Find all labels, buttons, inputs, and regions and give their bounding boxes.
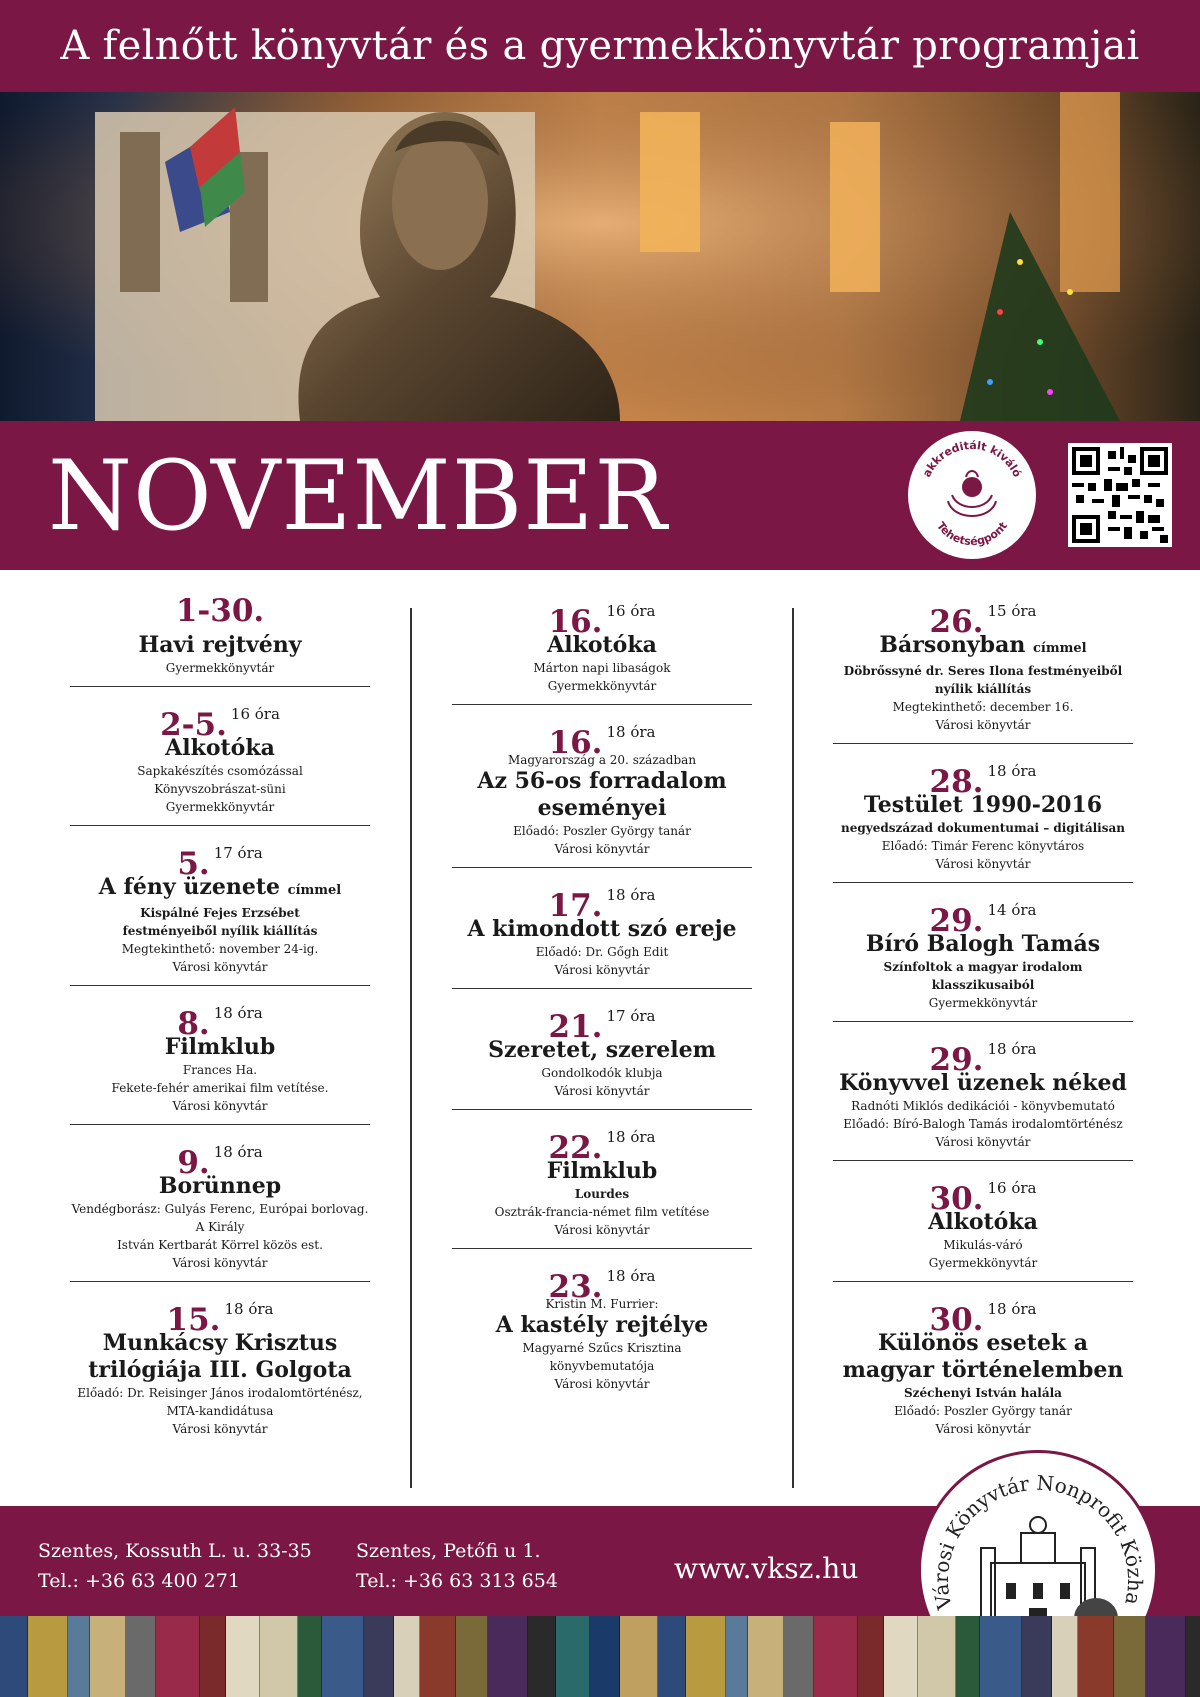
bookshelf-strip <box>0 1616 1200 1697</box>
event-title <box>70 1173 370 1200</box>
header-bar <box>0 0 1200 92</box>
event-item <box>70 830 370 986</box>
book-spine <box>420 1616 456 1697</box>
event-time: 16 óra <box>230 705 280 723</box>
event-detail: Megtekinthető: december 16. <box>892 700 1074 714</box>
event-item <box>833 1286 1133 1447</box>
event-detail-bold: Lourdes <box>574 1187 630 1201</box>
event-title <box>70 632 370 659</box>
event-title-text: Borünnep <box>158 1173 282 1199</box>
event-title <box>833 792 1133 819</box>
event-date: 30. <box>929 1181 984 1217</box>
event-item <box>452 1114 752 1249</box>
badge-top-text: akkreditált kiváló <box>920 438 1024 480</box>
book-spine <box>322 1616 364 1697</box>
book-spine <box>1078 1616 1114 1697</box>
book-spine <box>364 1616 394 1697</box>
event-title-text: Alkotóka <box>547 632 657 658</box>
event-header <box>452 594 752 640</box>
event-title-text: Szeretet, szerelem <box>488 1037 716 1063</box>
event-header <box>70 1135 370 1181</box>
event-title-text: Különös esetek a magyar történelemben <box>842 1330 1124 1383</box>
event-title-text: Alkotóka <box>165 735 275 761</box>
svg-text:Tehetségpont <box>934 520 1010 549</box>
book-spine <box>620 1616 658 1697</box>
event-detail: Városi könyvtár <box>172 1256 268 1270</box>
event-date: 26. <box>929 604 984 640</box>
event-item <box>833 588 1133 744</box>
event-title <box>833 632 1133 662</box>
book-spine <box>956 1616 980 1697</box>
event-title <box>833 1209 1133 1236</box>
event-title-text: A kastély rejtélye <box>495 1312 709 1338</box>
event-header <box>452 1120 752 1166</box>
event-title-text: Filmklub <box>164 1034 276 1060</box>
event-header <box>833 893 1133 939</box>
event-detail: Frances Ha. <box>182 1063 258 1077</box>
book-spine <box>748 1616 784 1697</box>
event-detail: Városi könyvtár <box>172 1099 268 1113</box>
event-header <box>833 594 1133 640</box>
event-detail: Radnóti Miklós dedikációi - könyvbemutató <box>851 1099 1115 1113</box>
book-spine <box>1146 1616 1186 1697</box>
event-detail: Előadó: Dr. Gőgh Edit <box>535 945 669 959</box>
event-header <box>833 1032 1133 1078</box>
event-detail-bold: Színfoltok a magyar irodalom klasszikusaiból <box>883 960 1083 992</box>
event-title <box>70 735 370 762</box>
book-spine <box>658 1616 686 1697</box>
book-spine <box>884 1616 918 1697</box>
event-detail-bold: Döbrőssyné dr. Seres Ilona festményeiből nyílik kiállítás <box>843 664 1123 696</box>
event-detail: Városi könyvtár <box>935 857 1031 871</box>
event-item <box>70 588 370 687</box>
book-spine <box>0 1616 28 1697</box>
events-column-3 <box>833 588 1133 1451</box>
event-title <box>833 1070 1133 1097</box>
event-time: 18 óra <box>224 1300 274 1318</box>
event-title-text: Bíró Balogh Tamás <box>865 931 1101 957</box>
event-date: 22. <box>548 1130 603 1166</box>
book-spine <box>298 1616 322 1697</box>
event-header <box>833 754 1133 800</box>
event-detail: Sapkakészítés csomózással <box>137 764 303 778</box>
book-spine <box>814 1616 858 1697</box>
event-title <box>70 1034 370 1061</box>
book-spine <box>456 1616 488 1697</box>
event-detail: Vendégborász: Gulyás Ferenc, Európai borlovag. A Király <box>71 1202 369 1234</box>
event-date: 8. <box>177 1006 210 1042</box>
event-time: 18 óra <box>606 723 656 741</box>
event-detail-bold: negyedszázad dokumentumai – digitálisan <box>841 821 1125 835</box>
event-title-suffix: címmel <box>287 883 342 898</box>
event-item <box>70 990 370 1125</box>
event-detail: Városi könyvtár <box>935 1135 1031 1149</box>
event-time: 16 óra <box>606 602 656 620</box>
event-detail: Gyermekkönyvtár <box>547 679 657 693</box>
column-divider <box>410 608 412 1488</box>
event-detail: Városi könyvtár <box>554 1223 650 1237</box>
book-spine <box>260 1616 298 1697</box>
event-time: 18 óra <box>606 1128 656 1146</box>
event-detail: Városi könyvtár <box>554 1084 650 1098</box>
event-detail: MTA-kandidátusa <box>166 1404 274 1418</box>
event-title <box>452 1158 752 1185</box>
book-spine <box>980 1616 1022 1697</box>
events-column-2 <box>452 588 752 1406</box>
event-item <box>452 872 752 989</box>
book-spine <box>726 1616 748 1697</box>
event-detail: Városi könyvtár <box>935 718 1031 732</box>
event-title-text: Munkácsy Krisztus trilógiája III. Golgota <box>88 1330 352 1383</box>
event-title-text: Filmklub <box>546 1158 658 1184</box>
book-spine <box>156 1616 200 1697</box>
svg-text:akkreditált kiváló <box>920 439 1024 480</box>
event-detail: Előadó: Dr. Reisinger János irodalomtörténész, <box>77 1386 363 1400</box>
book-spine <box>784 1616 814 1697</box>
event-detail: könyvbemutatója <box>549 1359 655 1373</box>
event-detail: Gyermekkönyvtár <box>165 800 275 814</box>
seal-text: Városi Könyvtár Nonprofit Közha <box>928 1470 1148 1612</box>
event-time: 16 óra <box>987 1179 1037 1197</box>
event-detail: Fekete-fehér amerikai film vetítése. <box>111 1081 329 1095</box>
event-detail: Mikulás-váró <box>943 1238 1023 1252</box>
event-detail: Előadó: Timár Ferenc könyvtáros <box>881 839 1085 853</box>
book-spine <box>528 1616 556 1697</box>
book-spine <box>1114 1616 1146 1697</box>
events-section <box>0 570 1200 1505</box>
event-date: 9. <box>177 1145 210 1181</box>
event-header <box>452 878 752 924</box>
event-header <box>452 999 752 1045</box>
event-title <box>452 632 752 659</box>
event-item <box>833 1026 1133 1161</box>
address-line: Szentes, Petőfi u 1. <box>356 1540 541 1562</box>
event-detail: Városi könyvtár <box>172 960 268 974</box>
event-detail: Városi könyvtár <box>172 1422 268 1436</box>
book-spine <box>590 1616 620 1697</box>
event-title <box>452 1312 752 1339</box>
event-title-text: Az 56-os forradalom eseményei <box>477 768 727 821</box>
event-pretitle: Kristin M. Furrier: <box>545 1297 659 1311</box>
event-time: 18 óra <box>987 762 1037 780</box>
month-title: NOVEMBER <box>48 440 668 552</box>
event-header <box>833 1171 1133 1217</box>
event-time: 18 óra <box>987 1300 1037 1318</box>
event-detail: Magyarné Szűcs Krisztina <box>522 1341 682 1355</box>
book-spine <box>200 1616 226 1697</box>
event-header <box>70 996 370 1042</box>
event-date: 21. <box>548 1009 603 1045</box>
book-spine <box>686 1616 726 1697</box>
event-detail: Gyermekkönyvtár <box>928 1256 1038 1270</box>
event-detail: Gyermekkönyvtár <box>165 661 275 675</box>
event-header <box>70 836 370 882</box>
website-link[interactable]: www.vksz.hu <box>674 1552 859 1585</box>
event-detail: Osztrák-francia-német film vetítése <box>494 1205 710 1219</box>
event-time: 17 óra <box>606 1007 656 1025</box>
event-title-text: Havi rejtvény <box>138 632 302 658</box>
badge-emblem-icon <box>908 431 1036 559</box>
event-item <box>452 588 752 705</box>
event-header <box>833 1292 1133 1338</box>
event-title <box>70 1330 370 1384</box>
qr-code-icon <box>1072 447 1168 543</box>
phone-line: Tel.: +36 63 400 271 <box>38 1570 240 1592</box>
event-title <box>452 1037 752 1064</box>
phone-line: Tel.: +36 63 313 654 <box>356 1570 558 1592</box>
event-detail: Városi könyvtár <box>554 842 650 856</box>
event-title-text: A fény üzenete <box>98 874 280 900</box>
page-title: A felnőtt könyvtár és a gyermekkönyvtár programjai <box>60 23 1140 69</box>
event-detail: Márton napi libaságok <box>533 661 671 675</box>
book-spine <box>394 1616 420 1697</box>
statue-photo-illustration <box>0 92 1200 421</box>
address-block-children-library <box>356 1536 558 1596</box>
event-detail: Előadó: Poszler György tanár <box>513 824 691 838</box>
event-detail: Városi könyvtár <box>554 1377 650 1391</box>
event-date: 28. <box>929 764 984 800</box>
event-time: 18 óra <box>213 1004 263 1022</box>
book-spine <box>918 1616 956 1697</box>
event-item <box>833 748 1133 883</box>
event-detail-bold: Kispálné Fejes Erzsébet <box>140 906 300 920</box>
talent-point-badge <box>905 428 1039 562</box>
address-block-adult-library <box>38 1536 312 1596</box>
book-spine <box>68 1616 90 1697</box>
event-detail: Előadó: Bíró-Balogh Tamás irodalomtörténész <box>843 1117 1123 1131</box>
address-line: Szentes, Kossuth L. u. 33-35 <box>38 1540 312 1562</box>
book-spine <box>1052 1616 1078 1697</box>
event-time: 15 óra <box>987 602 1037 620</box>
book-spine <box>1186 1616 1200 1697</box>
event-item <box>452 1253 752 1402</box>
event-time: 14 óra <box>987 901 1037 919</box>
event-time: 17 óra <box>213 844 263 862</box>
event-title-text: Könyvvel üzenek néked <box>839 1070 1127 1096</box>
event-date: 16. <box>548 604 603 640</box>
book-spine <box>126 1616 156 1697</box>
event-date: 2-5. <box>160 707 227 743</box>
book-spine <box>858 1616 884 1697</box>
qr-code[interactable] <box>1068 443 1172 547</box>
event-detail: Városi könyvtár <box>935 1422 1031 1436</box>
event-date: 23. <box>548 1269 603 1305</box>
event-header <box>70 697 370 743</box>
event-detail: Könyvszobrászat-süni <box>154 782 286 796</box>
event-detail-bold: Széchenyi István halála <box>904 1386 1062 1400</box>
event-detail: Megtekinthető: november 24-ig. <box>121 942 319 956</box>
book-spine <box>556 1616 590 1697</box>
event-date: 17. <box>548 888 603 924</box>
book-spine <box>1022 1616 1052 1697</box>
event-item <box>70 1286 370 1447</box>
event-item <box>833 887 1133 1022</box>
event-header <box>70 594 370 632</box>
event-title-text: A kimondott szó ereje <box>467 916 737 942</box>
event-item <box>452 993 752 1110</box>
event-detail: Gondolkodók klubja <box>541 1066 663 1080</box>
event-date: 29. <box>929 903 984 939</box>
event-item <box>833 1165 1133 1282</box>
book-spine <box>488 1616 528 1697</box>
events-column-1 <box>70 588 370 1451</box>
badge-bottom-text: Tehetségpont <box>933 519 1011 549</box>
event-detail: Városi könyvtár <box>554 963 650 977</box>
event-date: 15. <box>166 1302 221 1338</box>
event-title <box>70 874 370 904</box>
event-detail-bold: festményeiből nyílik kiállítás <box>122 924 318 938</box>
event-date: 5. <box>177 846 210 882</box>
event-date: 1-30. <box>175 593 265 629</box>
header-photo <box>0 92 1200 421</box>
event-header <box>70 1292 370 1338</box>
event-item <box>70 691 370 826</box>
event-detail: Gyermekkönyvtár <box>928 996 1038 1010</box>
event-title <box>452 916 752 943</box>
event-item <box>452 709 752 868</box>
event-time: 18 óra <box>213 1143 263 1161</box>
book-spine <box>90 1616 126 1697</box>
event-title-text: Alkotóka <box>928 1209 1038 1235</box>
event-title-text: Testület 1990-2016 <box>863 792 1103 818</box>
event-date: 29. <box>929 1042 984 1078</box>
column-divider <box>792 608 794 1488</box>
event-title <box>452 768 752 822</box>
event-date: 16. <box>548 725 603 761</box>
event-pretitle: Magyarország a 20. században <box>507 753 697 767</box>
event-detail: Előadó: Poszler György tanár <box>894 1404 1072 1418</box>
event-title <box>833 931 1133 958</box>
event-item <box>70 1129 370 1282</box>
event-time: 18 óra <box>606 1267 656 1285</box>
event-title-text: Bársonyban <box>879 632 1026 658</box>
event-title-suffix: címmel <box>1033 641 1087 656</box>
event-date: 30. <box>929 1302 984 1338</box>
event-time: 18 óra <box>606 886 656 904</box>
event-detail: István Kertbarát Körrel közös est. <box>117 1238 323 1252</box>
event-title <box>833 1330 1133 1384</box>
book-spine <box>28 1616 68 1697</box>
book-spine <box>226 1616 260 1697</box>
event-time: 18 óra <box>987 1040 1037 1058</box>
